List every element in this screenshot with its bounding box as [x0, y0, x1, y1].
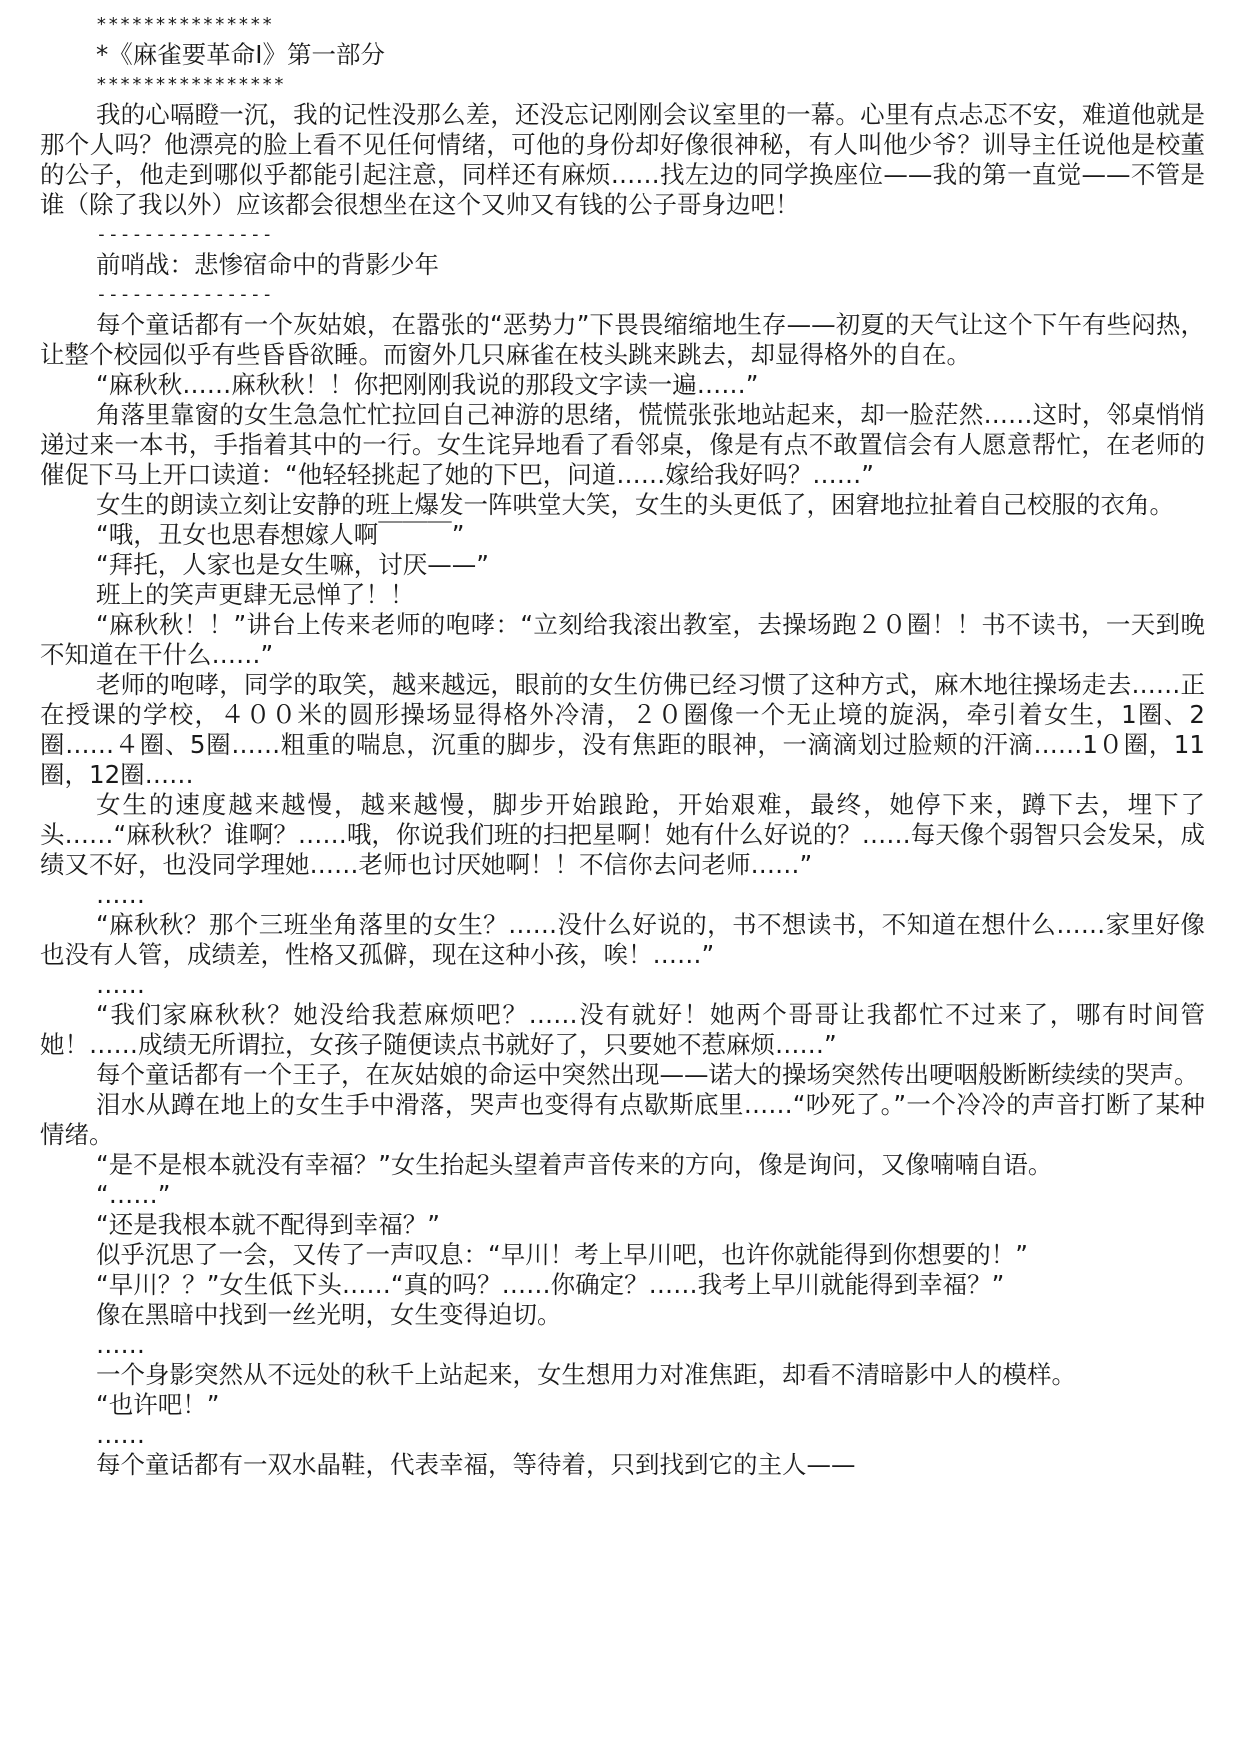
document-page — [40, 10, 1205, 1480]
paragraph-25: 一个身影突然从不远处的秋千上站起来，女生想用力对准焦距，却看不清暗影中人的模样。 — [96, 1360, 1076, 1389]
paragraph-21: 似乎沉思了一会，又传了一声叹息：“早川！考上早川吧，也许你就能得到你想要的！” — [96, 1240, 1028, 1269]
paragraph-14: …… — [96, 970, 145, 999]
paragraph-7: “拜托，人家也是女生嘛，讨厌——” — [96, 550, 489, 579]
paragraph-9: “麻秋秋！！”讲台上传来老师的咆哮：“立刻给我滚出教室，去操场跑２０圈！！书不读书，一天到晚不知道在干什么……” — [40, 610, 1205, 669]
paragraph-23: 像在黑暗中找到一丝光明，女生变得迫切。 — [96, 1300, 562, 1329]
paragraph-5: 女生的朗读立刻让安静的班上爆发一阵哄堂大笑，女生的头更低了，困窘地拉扯着自己校服的衣角。 — [96, 490, 1174, 519]
section-title: 前哨战：悲惨宿命中的背影少年 — [96, 250, 439, 279]
paragraph-24: …… — [96, 1330, 145, 1359]
paragraph-20: “还是我根本就不配得到幸福？” — [96, 1210, 440, 1239]
paragraph-4: 角落里靠窗的女生急急忙忙拉回自己神游的思绪，慌慌张张地站起来，却一脸茫然……这时，邻桌悄悄递过来一本书，手指着其中的一行。女生诧异地看了看邻桌，像是有点不敢置信会有人愿意帮忙，在老师的催促下马上开口读道：“他轻轻挑起了她的下巴，问道……嫁给我好吗？……” — [40, 400, 1205, 489]
separator-1: --------------- — [96, 224, 274, 245]
paragraph-1: 我的心嗝瞪一沉，我的记性没那么差，还没忘记刚刚会议室里的一幕。心里有点忐忑不安，难道他就是那个人吗？他漂亮的脸上看不见任何情绪，可他的身份却好像很神秘，有人叫他少爷？训导主任说他是校董的公子，他走到哪似乎都能引起注意，同样还有麻烦……找左边的同学换座位——我的第一直觉——不管是谁（除了我以外）应该都会很想坐在这个又帅又有钱的公子哥身边吧！ — [40, 100, 1205, 219]
paragraph-13: “麻秋秋？那个三班坐角落里的女生？……没什么好说的，书不想读书，不知道在想什么……家里好像也没有人管，成绩差，性格又孤僻，现在这种小孩，唉！……” — [40, 910, 1205, 969]
paragraph-15: “我们家麻秋秋？她没给我惹麻烦吧？……没有就好！她两个哥哥让我都忙不过来了，哪有时间管她！……成绩无所谓拉，女孩子随便读点书就好了，只要她不惹麻烦……” — [40, 1000, 1205, 1059]
separator-2: --------------- — [96, 284, 274, 305]
paragraph-16: 每个童话都有一个王子，在灰姑娘的命运中突然出现——诺大的操场突然传出哽咽般断断续续的哭声。 — [96, 1060, 1199, 1089]
paragraph-17: 泪水从蹲在地上的女生手中滑落，哭声也变得有点歇斯底里……“吵死了。”一个冷冷的声音打断了某种情绪。 — [40, 1090, 1205, 1149]
paragraph-10: 老师的咆哮，同学的取笑，越来越远，眼前的女生仿佛已经习惯了这种方式，麻木地往操场走去……正在授课的学校，４００米的圆形操场显得格外冷清，２０圈像一个无止境的旋涡，牵引着女生，1圈、2圈……４圈、5圈……粗重的喘息，沉重的脚步，没有焦距的眼神，一滴滴划过脸颊的汗滴……1０圈，11圈，12圈…… — [40, 670, 1205, 789]
paragraph-26: “也许吧！” — [96, 1390, 220, 1419]
paragraph-8: 班上的笑声更肆无忌惮了！！ — [96, 580, 415, 609]
paragraph-11: 女生的速度越来越慢，越来越慢，脚步开始踉跄，开始艰难，最终，她停下来，蹲下去，埋下了头……“麻秋秋？谁啊？……哦，你说我们班的扫把星啊！她有什么好说的？……每天像个弱智只会发呆，成绩又不好，也没同学理她……老师也讨厌她啊！！不信你去问老师……” — [40, 790, 1205, 879]
paragraph-18: “是不是根本就没有幸福？”女生抬起头望着声音传来的方向，像是询问，又像喃喃自语。 — [96, 1150, 1053, 1179]
header-stars-bottom: **************** — [96, 74, 286, 95]
paragraph-27: …… — [96, 1420, 145, 1449]
paragraph-6: “哦，丑女也思春想嫁人啊￣￣￣” — [96, 520, 465, 549]
paragraph-2: 每个童话都有一个灰姑娘，在嚣张的“恶势力”下畏畏缩缩地生存——初夏的天气让这个下午有些闷热，让整个校园似乎有些昏昏欲睡。而窗外几只麻雀在枝头跳来跳去，却显得格外的自在。 — [40, 310, 1205, 369]
paragraph-28: 每个童话都有一双水晶鞋，代表幸福，等待着，只到找到它的主人—— — [96, 1450, 856, 1479]
header-stars-top: *************** — [96, 14, 274, 35]
paragraph-12: …… — [96, 880, 145, 909]
paragraph-19: “……” — [96, 1180, 171, 1209]
paragraph-22: “早川？？”女生低下头……“真的吗？……你确定？……我考上早川就能得到幸福？” — [96, 1270, 1005, 1299]
header-title: *《麻雀要革命I》第一部分 — [96, 40, 385, 69]
paragraph-3: “麻秋秋……麻秋秋！！你把刚刚我说的那段文字读一遍……” — [96, 370, 759, 399]
